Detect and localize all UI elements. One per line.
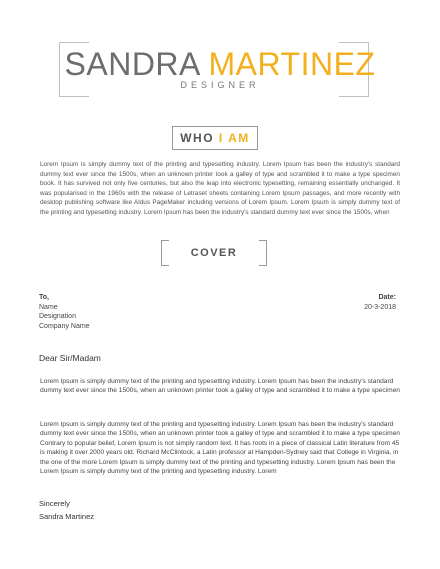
letter-paragraph: Lorem Ipsum is simply dummy text of the printing and typesetting industry. Lorem Ipsum has been the industry's standard dummy text ever since the 1500s, when an unknown printer took a galley of type and scrambled it to make a type specimen <box>40 378 400 395</box>
letter-paragraph: Lorem Ipsum is simply dummy text of the printing and typesetting industry. Lorem Ipsum has been the industry's standard dummy text ever since the 1500s, when an unknown printer took a galley of type and scrambled it to make a type specimen Contrary to popular belief, Lorem Ipsum is not simply random text. It has roots in a piece of classical Latin literature from 45 is making it over 2000 years old. Richard McClintock, a Latin professor at Hampden-Sydney said that College in Virginia, in the one of the more Lorem Ipsum is simply dummy text of the printing and typesetting industry. Lorem Ipsum has been the Lorem Ipsum is simply dummy text of the printing and typesetting industry. Lorem <box>40 421 400 476</box>
cover-heading: COVER <box>190 247 238 259</box>
frame-line <box>339 42 369 43</box>
recipient-designation: Designation <box>39 313 76 320</box>
date-label: Date: <box>378 294 396 301</box>
frame-line <box>59 42 89 43</box>
date-block <box>300 293 396 312</box>
who-label: WHO <box>180 131 215 145</box>
intro-paragraph: Lorem Ipsum is simply dummy text of the printing and typesetting industry. Lorem Ipsum has been the industry's standard dummy text ever since the 1500s, when an unknown printer took a galley of type and scrambled it to make a type specimen book. It has survived not only five centuries, but also the leap into electronic typesetting, remaining essentially unchanged. It was popularised in the 1960s with the release of Letraset sheets containing Lorem Ipsum passages, and more recently with desktop publishing software like Aldus PageMaker including versions of Lorem Ipsum. Lorem Ipsum is simply dummy text of the printing and typesetting industry. Lorem Ipsum has been the industry's standard dummy text ever since the 1500s, when <box>40 161 400 216</box>
salutation: Dear Sir/Madam <box>39 353 101 363</box>
last-name: MARTINEZ <box>208 46 376 82</box>
who-heading <box>172 126 258 150</box>
recipient-name: Name <box>39 303 58 311</box>
frame-line <box>339 96 369 97</box>
first-name: SANDRA <box>64 46 200 82</box>
frame-line <box>59 96 89 97</box>
role-title: DESIGNER <box>180 80 260 90</box>
closing: Sincerely <box>39 499 70 508</box>
recipient-company: Company Name <box>39 322 90 330</box>
to-label: To, <box>39 294 49 301</box>
who-label-highlight: I AM <box>218 131 250 145</box>
name-heading <box>0 44 440 84</box>
signer-name: Sandra Martinez <box>39 512 95 521</box>
date-value: 20-3-2018 <box>364 303 396 311</box>
recipient-block <box>39 293 189 331</box>
